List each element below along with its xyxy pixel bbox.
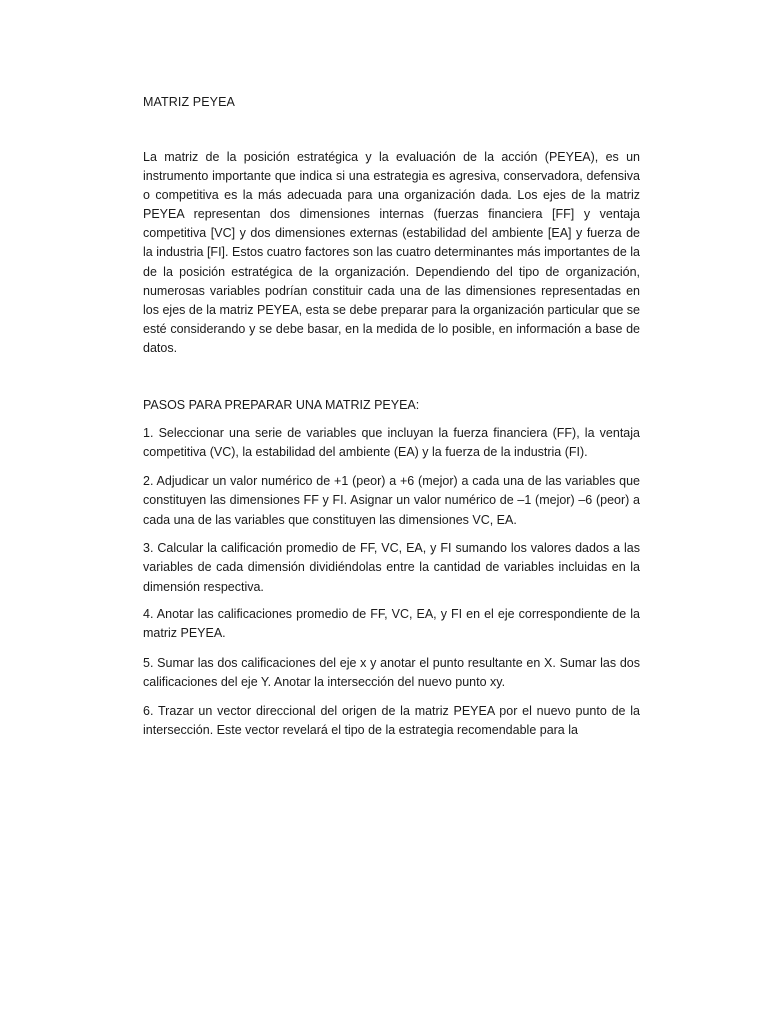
document-page (143, 0, 640, 1024)
step-4-paragraph: 4. Anotar las calificaciones promedio de FF, VC, EA, y FI en el eje correspondiente de la matriz PEYEA. (143, 607, 640, 641)
step-2-paragraph: 2. Adjudicar un valor numérico de +1 (peor) a +6 (mejor) a cada una de las variables que constituyen las dimensiones FF y FI. Asignar un valor numérico de –1 (mejor) –6 (peor) a cada una de las variables que constituyen las dimensiones VC, EA. (143, 474, 640, 527)
step-1-paragraph: 1. Seleccionar una serie de variables que incluyan la fuerza financiera (FF), la ventaja competitiva (VC), la estabilidad del ambiente (EA) y la fuerza de la industria (FI). (143, 426, 640, 460)
steps-heading: PASOS PARA PREPARAR UNA MATRIZ PEYEA: (143, 398, 420, 412)
step-6-paragraph: 6. Trazar un vector direccional del origen de la matriz PEYEA por el nuevo punto de la intersección. Este vector revelará el tipo de la estrategia recomendable para la (143, 704, 640, 738)
intro-paragraph: La matriz de la posición estratégica y la evaluación de la acción (PEYEA), es un instrumento importante que indica si una estrategia es agresiva, conservadora, defensiva o competitiva es la más adecuada para una organización dada. Los ejes de la matriz PEYEA representan dos dimensiones internas (fuerzas financiera [FF] y ventaja competitiva [VC] y dos dimensiones externas (estabilidad del ambiente [EA] y fuerza de la industria [FI]. Estos cuatro factores son las cuatro determinantes más importantes de la de la posición estratégica de la organización. Dependiendo del tipo de organización, numerosas variables podrían constituir cada una de las dimensiones representadas en los ejes de la matriz PEYEA, esta se debe preparar para la organización particular que se esté considerando y se debe basar, en la medida de lo posible, en información a base de datos. (143, 150, 640, 355)
step-5-paragraph: 5. Sumar las dos calificaciones del eje x y anotar el punto resultante en X. Sumar las dos calificaciones del eje Y. Anotar la intersección del nuevo punto xy. (143, 656, 640, 690)
document-title: MATRIZ PEYEA (143, 95, 235, 109)
step-3-paragraph: 3. Calcular la calificación promedio de FF, VC, EA, y FI sumando los valores dados a las variables de cada dimensión dividiéndolas entre la cantidad de variables incluidas en la dimensión respectiva. (143, 541, 640, 594)
